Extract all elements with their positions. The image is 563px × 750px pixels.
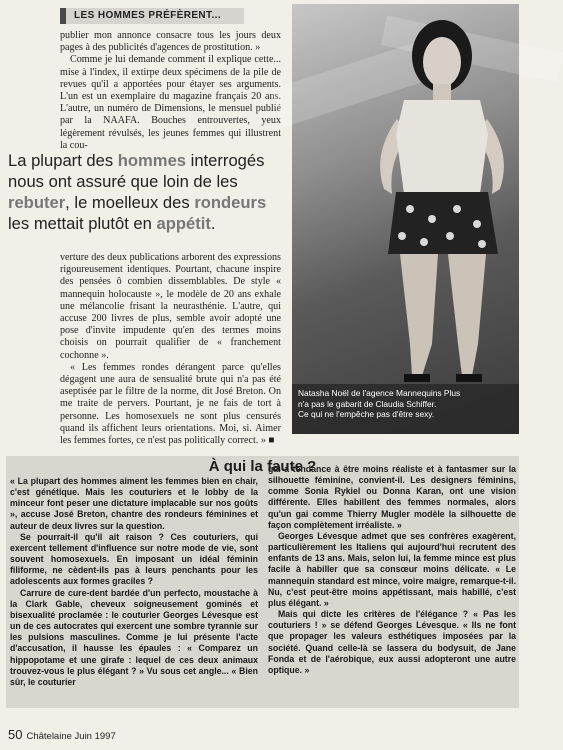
article-paragraph: verture des deux publications arborent des expressions rigoureusement identiques. Pourtant, chacune inspire des pensées ô combien dissemblables. De style « mannequin holocauste », le modèle de 20 ans exhale une mélancolie frisant la neurasthénie. L'autre, qui accuse 200 livres de plus, semble avoir adopté une pose d'invite impudente qu'en des termes moins choisis on pourrait qualifier de « franchement cochonne ». (60, 252, 281, 361)
caption-line: Ce qui ne l'empêche pas d'être sexy. (298, 409, 435, 419)
pull-quote-keyword: rebuter (8, 193, 66, 212)
article-paragraph: Comme je lui demande comment il explique cette... mise à l'index, il extirpe deux spécimens de la pile de revues qu'il a apportées pour étayer ses arguments. L'un est un exemplaire du magazine français 20 ans. L'autre, un numéro de Dimensions, le mensuel publié par la NAAFA. Bouches entrouvertes, yeux légèrement révulsés, les jeunes femmes qui illustrent la cou- (60, 54, 281, 151)
pull-quote-keyword: rondeurs (194, 193, 267, 212)
publication-info: Châtelaine Juin 1997 (26, 731, 116, 742)
sidebar-paragraph: Georges Lévesque admet que ses confrères exagèrent, particulièrement les Italiens qui aujourd'hui recrutent des enfants de 13 ans. Mais, selon lui, la femme mince est plus facile à habiller que sa consœur moins délicate. « Le mannequin standard est mince, voire maigre, remarque-t-il. Nu, c'est peut-être moins appétissant, mais habillé, c'est plus élégant. » (268, 530, 516, 608)
page-footer (8, 727, 116, 742)
pull-quote-keyword: appétit (156, 214, 211, 233)
sidebar-title: À qui la faute ? (208, 458, 317, 475)
article-column-middle (60, 252, 281, 447)
pull-quote-text: La plupart des (8, 151, 118, 170)
article-paragraph: publier mon annonce consacre tous les jours deux pages à des publicités d'agences de prostitution. » (60, 30, 281, 54)
sidebar-paragraph: Mais qui dicte les critères de l'élégance ? « Pas les couturiers ! » se défend Georges Lévesque. « Ils ne font que propager les valeurs esthétiques imposées par la société. Quand celle-là se lassera du bodysuit, de Jane Fonda et de l'aérobique, eux aussi adopteront une autre optique. » (268, 609, 516, 675)
pull-quote (8, 150, 290, 234)
sidebar-paragraph: Se pourrait-il qu'il ait raison ? Ces couturiers, qui exercent tellement d'influence sur notre mode de vie, sont souvent homosexuels. En imposant un idéal féminin filiforme, ne cèdent-ils pas à leurs penchants pour les adolescents aux formes graciles ? (10, 531, 258, 587)
sidebar-paragraph: gai a tendance à être moins réaliste et à fantasmer sur la silhouette féminine, convient-il. Les designers féminins, comme Sonia Rykiel ou Donna Karan, ont une vision différente. Elles habillent des femmes normales, alors qu'un gai comme Thierry Mugler modèle la silhouette de façon complètement irréaliste. » (268, 464, 516, 530)
article-paragraph: « Les femmes rondes dérangent parce qu'elles dégagent une aura de sensualité brute qui n'a pas été aseptisée par le filtre de la norme, dit José Breton. On me traite de pervers. Pourtant, je ne fais de tort à personne. Les homosexuels ne sont plus censurés quand ils affichent leurs orientations. Moi, si. Aimer les femmes fortes, ce n'est pas politically correct. » ■ (60, 361, 281, 447)
sidebar-paragraph: « La plupart des hommes aiment les femmes bien en chair, c'est génétique. Mais les couturiers et le lobby de la minceur font peser une dictature implacable sur nos goûts », accuse José Breton, chantre des rondeurs féminines et auteur de deux livres sur la question. (10, 476, 258, 531)
pull-quote-text: . (210, 214, 216, 233)
caption-line: Natasha Noël de l'agence Mannequins Plus (298, 388, 461, 398)
article-column-top (60, 30, 281, 151)
sidebar-column-right (268, 464, 516, 706)
model-photo (292, 4, 519, 434)
pull-quote-text: , le moelleux des (65, 193, 195, 212)
sidebar-paragraph: Carrure de cure-dent bardée d'un perfecto, moustache à la Clark Gable, cheveux soigneusement gominés et bisexualité proclamée : le couturier Georges Lévesque est un de ces autocrates qui exercent une sombre tyrannie sur les pulsions masculines. Comme je lui présente l'acte d'accusation, il hausse les épaules : « Comparez un hippopotame et une girafe : lequel de ces deux animaux trouvez-vous le plus élégant ? » Vu sous cet angle... « Bien sûr, le couturier (10, 587, 258, 687)
caption-line: n'a pas le gabarit de Claudia Schiffer. (298, 398, 437, 409)
page-number: 50 (8, 727, 23, 742)
pull-quote-keyword: hommes (117, 151, 187, 170)
model-figure (292, 4, 519, 434)
sidebar-column-left (10, 476, 258, 706)
pull-quote-text: interrogés nous ont assuré que loin de les (8, 151, 265, 191)
section-label: LES HOMMES PRÉFÈRENT... (60, 8, 244, 24)
pull-quote-text: les mettait plutôt en (8, 214, 157, 233)
sidebar-box (6, 456, 519, 708)
photo-caption (292, 384, 519, 434)
